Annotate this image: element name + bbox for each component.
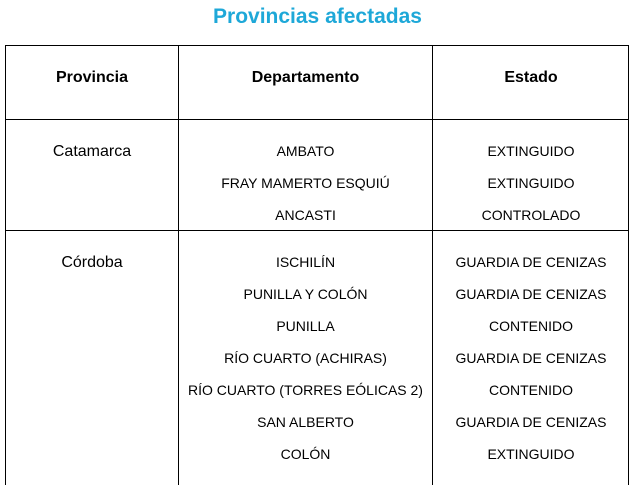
department-cell: ANCASTI (275, 207, 336, 223)
status-cell: GUARDIA DE CENIZAS (455, 350, 607, 366)
department-cell: FRAY MAMERTO ESQUIÚ (221, 175, 390, 191)
row-divider (6, 230, 628, 231)
header-departamento: Departamento (251, 69, 360, 86)
status-cell: CONTENIDO (489, 382, 573, 398)
status-cell: EXTINGUIDO (487, 143, 575, 159)
department-cell: ISCHILÍN (275, 254, 336, 270)
department-cell: RÍO CUARTO (ACHIRAS) (224, 350, 387, 366)
department-cell: RÍO CUARTO (TORRES EÓLICAS 2) (188, 382, 423, 398)
department-cell: PUNILLA (276, 318, 335, 334)
status-cell: GUARDIA DE CENIZAS (455, 286, 607, 302)
status-cell: GUARDIA DE CENIZAS (455, 254, 607, 270)
header-estado: Estado (504, 69, 558, 86)
status-cell: EXTINGUIDO (487, 175, 575, 191)
affected-provinces-table (5, 45, 629, 485)
department-cell: COLÓN (280, 446, 331, 462)
province-cell: Catamarca (52, 143, 132, 160)
row-divider (6, 119, 628, 120)
department-cell: AMBATO (276, 143, 335, 159)
department-cell: SAN ALBERTO (257, 414, 354, 430)
status-cell: GUARDIA DE CENIZAS (455, 414, 607, 430)
status-cell: CONTENIDO (489, 318, 573, 334)
department-cell: PUNILLA Y COLÓN (243, 286, 368, 302)
page-title: Provincias afectadas (213, 5, 422, 28)
status-cell: CONTROLADO (481, 207, 581, 223)
status-cell: EXTINGUIDO (487, 446, 575, 462)
province-cell: Córdoba (61, 254, 123, 271)
header-provincia: Provincia (55, 69, 129, 86)
